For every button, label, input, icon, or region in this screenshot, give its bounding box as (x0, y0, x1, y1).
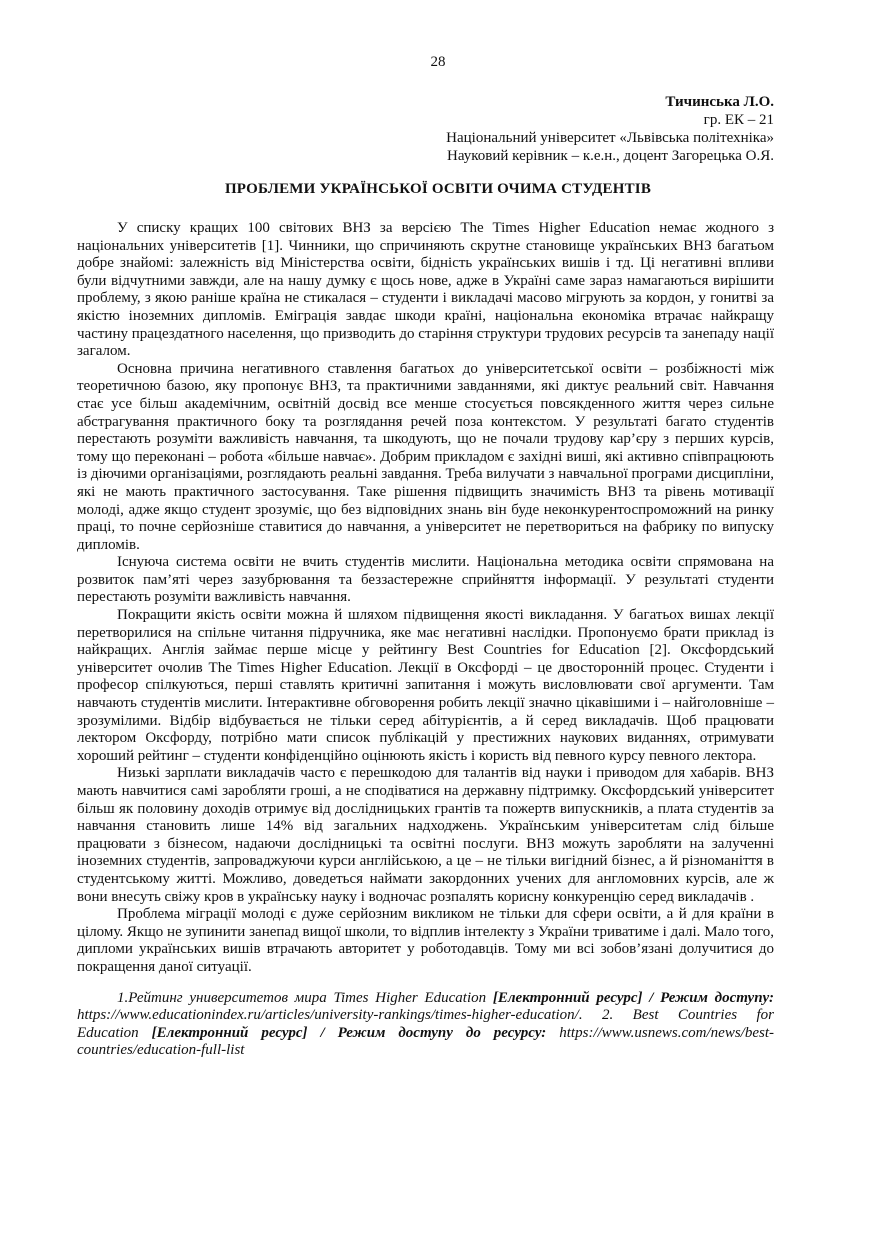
body-paragraph: Покращити якість освіти можна й шляхом підвищення якості викладання. У багатьох вишах лекції перетворилися на спільне читання підручника, яке має негативні наслідки. Пропонуємо брати приклад із найкращих. Англія займає перше місце у рейтингу Best Countries for Education [2]. Оксфордський університет очолив The Times Higher Education. Лекції в Оксфорді – це двосторонній процес. Студенти і професор спілкуються, перші ставлять критичні запитання і можуть висловлювати свої аргументи. Там навчають студентів мислити. Інтерактивне обговорення робить лекції значно цікавішими і – найголовніше – зрозумілими. Відбір відбувається не тільки серед абітурієнтів, а й серед викладачів. Щоб працювати лектором Оксфорду, потрібно мати список публікацій у престижних наукових виданнях, отримувати хороший рейтинг – студенти конфіденційно оцінюють якість і користь від певного курсу певного лектора. (77, 607, 774, 764)
reference-1-text: 1.Рейтинг университетов мира Times Higher Education (117, 989, 493, 1006)
author-group: гр. ЕК – 21 (703, 112, 774, 128)
body-paragraph: Низькі зарплати викладачів часто є перешкодою для талантів від науки і приводом для хабарів. ВНЗ мають навчитися самі заробляти гроші, а не сподіватися на державну підтримку. Оксфордський університет більш як половину доходів отримує від дослідницьких грантів та пожертв випускників, а плата студентів за навчання становить лише 14% від загальних надходжень. Українським університетам слід більше працювати з бізнесом, надаючи дослідницькі та освітні послуги. ВНЗ можуть заробляти на залученні іноземних студентів, запроваджуючи курси англійською, а це – не тільки вигідний бізнес, а й різноманіття в студентському житті. Можливо, доведеться наймати закордонних учених для англомовних курсів, але ж вони внесуть свіжу кров в українську науку і водночас розпалять корисну конкуренцію серед викладачів . (77, 765, 774, 905)
reference-2-label: [Електронний ресурс] / Режим доступу до ресурсу: (151, 1024, 547, 1041)
author-name: Тичинська Л.О. (665, 94, 774, 110)
references (77, 990, 774, 1060)
page-number: 28 (430, 54, 446, 70)
article-body (77, 220, 774, 1075)
author-advisor: Науковий керівник – к.е.н., доцент Загорецька О.Я. (447, 148, 774, 164)
author-block (446, 93, 774, 165)
reference-1-label: [Електронний ресурс] / Режим доступу: (492, 989, 775, 1006)
article-title: ПРОБЛЕМИ УКРАЇНСЬКОЇ ОСВІТИ ОЧИМА СТУДЕНТІВ (224, 181, 652, 197)
author-university: Національний університет «Львівська політехніка» (446, 130, 774, 146)
body-paragraph: У списку кращих 100 світових ВНЗ за версією The Times Higher Education немає жодного з національних університетів [1]. Чинники, що спричиняють скрутне становище українських ВНЗ багатьом добре знайомі: залежність від Міністерства освіти, бідність українських вишів і тд. Ці негативні впливи були відчутними завжди, але на нашу думку є щось нове, адже в Україні саме зараз намагаються вирішити проблему, з якою раніше країна не стикалася – студенти і викладачі масово мігрують за кордон, у гонитві за якістю іноземних дипломів. Еміграція завдає шкоди країні, національна економіка втрачає найкращу частину працездатного населення, що призводить до старіння структури трудових ресурсів та занепаду нації загалом. (77, 220, 774, 360)
reference-2-text: 2. Best Countries for Education (77, 1007, 774, 1041)
body-paragraph: Проблема міграції молоді є дуже серйозним викликом не тільки для сфери освіти, а й для країни в цілому. Якщо не зупинити занепад вищої школи, то відплив інтелекту з України триватиме і далі. Мало того, дипломи українських вишів втрачають авторитет у роботодавців. Тому ми всі зобов’язані долучитися до покращення даної ситуації. (77, 906, 774, 975)
reference-2-url: https://www.usnews.com/news/best-countries/education-full-list (77, 1024, 774, 1059)
body-paragraph: Існуюча система освіти не вчить студентів мислити. Національна методика освіти спрямована на розвиток пам’яті через зазубрювання та беззастережне сприйняття інформації. У результаті студенти перестають розуміти важливість навчання. (77, 554, 774, 606)
reference-1-url: https://www.educationindex.ru/articles/university-rankings/times-higher-education/. (77, 1007, 603, 1024)
body-paragraph: Основна причина негативного ставлення багатьох до університетської освіти – розбіжності між теоретичною базою, яку пропонує ВНЗ, та практичними завданнями, які диктує реальний світ. Навчання стає усе більш академічним, освітній досвід все менше стосується повсякденного життя через сильне абстрагування практичного боку та розглядання речей поза контекстом. У результаті багато студентів перестають розуміти важливість навчання, та шкодують, що не почали трудову кар’єру з перших курсів, тому що переконані – робота «більше навчає». Добрим прикладом є західні виші, які активно співпрацюють із діючими організаціями, розглядають реальні завдання. Треба вилучати з навчальної програми дисципліни, які не мають практичного застосування. Таке рішення підвищить значимість ВНЗ та рівень мотивації молоді, адже якщо студент зрозуміє, що без відповідних знань він буде неконкурентоспроможний на ринку праці, то почне серйозніше ставитися до навчання, а університет не перетвориться на фабрику по випуску дипломів. (77, 360, 774, 553)
